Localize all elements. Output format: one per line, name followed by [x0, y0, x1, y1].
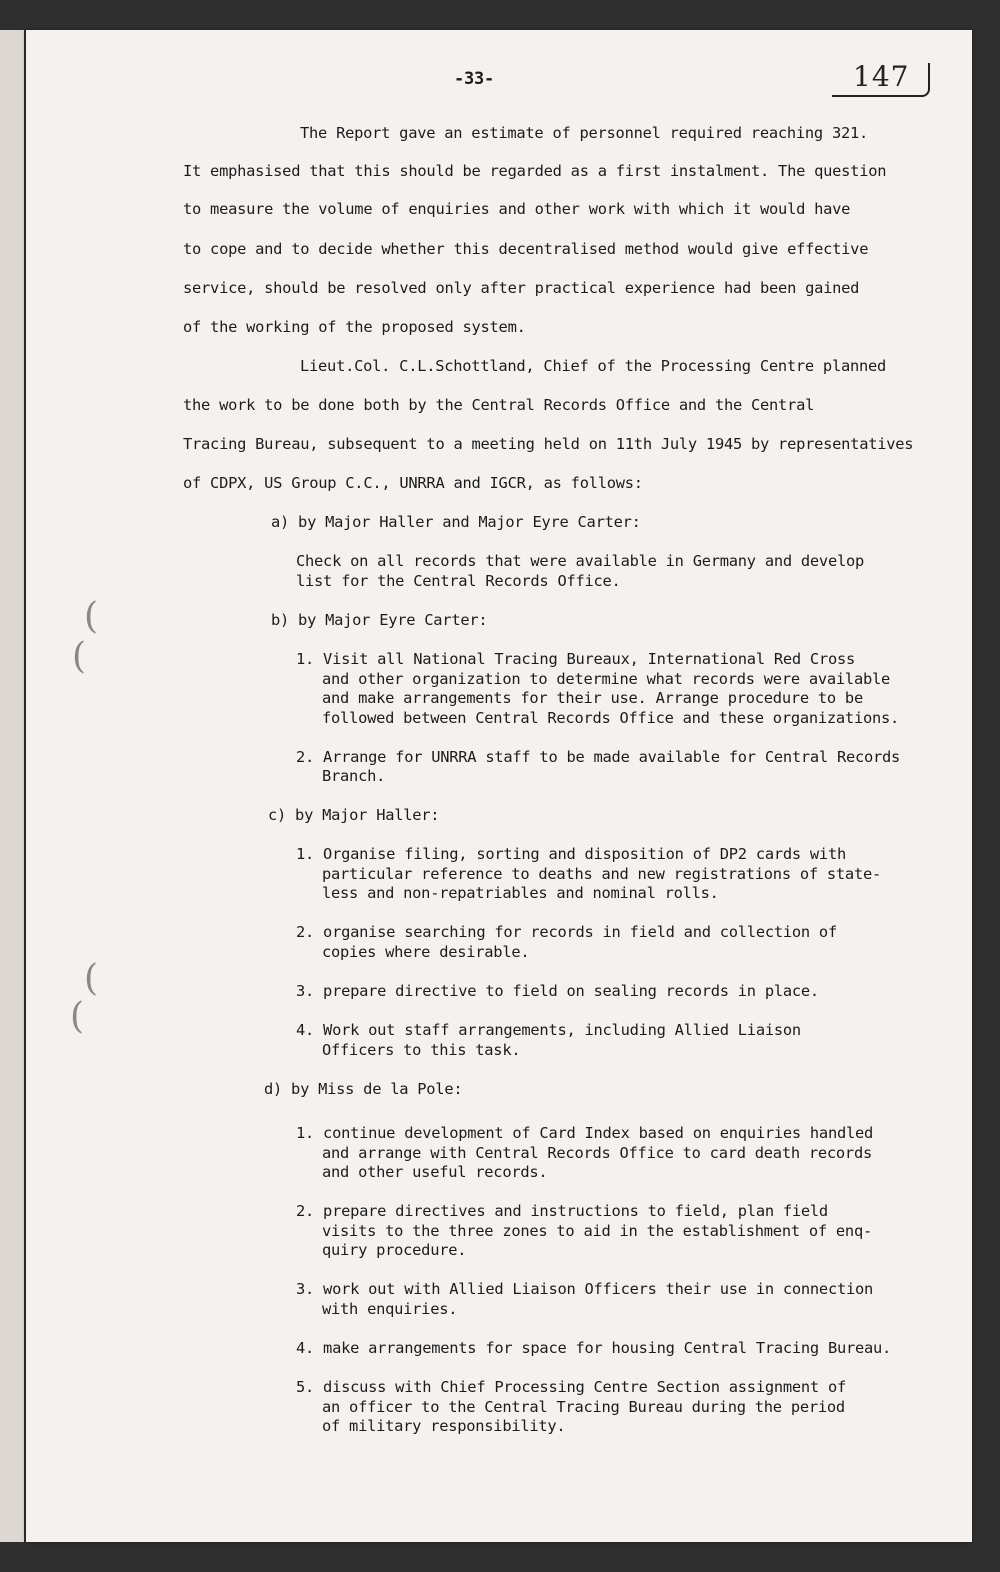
text-line: particular reference to deaths and new registrations of state- — [322, 865, 881, 883]
document-page — [26, 30, 972, 1542]
facing-page-edge — [0, 30, 24, 1542]
punch-hole-mark: ( — [84, 596, 99, 637]
text-line: of military responsibility. — [322, 1417, 566, 1435]
punch-hole-mark: ( — [70, 996, 85, 1037]
text-line: to cope and to decide whether this decentralised method would give effective — [183, 240, 869, 258]
punch-hole-mark: ( — [84, 958, 99, 999]
text-line: 3. prepare directive to field on sealing records in place. — [296, 982, 819, 1000]
text-line: Check on all records that were available in Germany and develop — [296, 552, 865, 570]
text-line: 3. work out with Allied Liaison Officers their use in connection — [296, 1280, 874, 1298]
text-line: Lieut.Col. C.L.Schottland, Chief of the Processing Centre planned — [300, 357, 887, 375]
text-line: less and non-repatriables and nominal rolls. — [322, 884, 719, 902]
text-line: quiry procedure. — [322, 1241, 467, 1259]
text-line: copies where desirable. — [322, 943, 530, 961]
text-line: service, should be resolved only after practical experience had been gained — [183, 279, 860, 297]
archive-stamp-number: 147 — [853, 60, 910, 93]
text-line: followed between Central Records Office and these organizations. — [322, 709, 900, 727]
text-line: with enquiries. — [322, 1300, 458, 1318]
text-line: the work to be done both by the Central Records Office and the Central — [183, 396, 815, 414]
text-line: 1. Visit all National Tracing Bureaux, International Red Cross — [296, 650, 855, 668]
section-heading: a) by Major Haller and Major Eyre Carter: — [271, 513, 641, 531]
section-heading: c) by Major Haller: — [268, 806, 440, 824]
text-line: 2. Arrange for UNRRA staff to be made available for Central Records — [296, 748, 901, 766]
text-line: The Report gave an estimate of personnel required reaching 321. — [300, 124, 869, 142]
text-line: an officer to the Central Tracing Bureau during the period — [322, 1398, 845, 1416]
page-number: -33- — [454, 69, 494, 89]
text-line: list for the Central Records Office. — [296, 572, 621, 590]
section-heading: d) by Miss de la Pole: — [264, 1080, 463, 1098]
text-line: 1. Organise filing, sorting and disposition of DP2 cards with — [296, 845, 846, 863]
text-line: and make arrangements for their use. Arrange procedure to be — [322, 689, 863, 707]
punch-hole-mark: ( — [72, 636, 87, 677]
text-line: 4. make arrangements for space for housing Central Tracing Bureau. — [296, 1339, 892, 1357]
text-line: 2. prepare directives and instructions to field, plan field — [296, 1202, 828, 1220]
text-line: 1. continue development of Card Index based on enquiries handled — [296, 1124, 874, 1142]
text-line: of the working of the proposed system. — [183, 318, 526, 336]
text-line: 5. discuss with Chief Processing Centre Section assignment of — [296, 1378, 846, 1396]
text-line: It emphasised that this should be regarded as a first instalment. The question — [183, 162, 887, 180]
text-line: and other organization to determine what records were available — [322, 670, 891, 688]
text-line: visits to the three zones to aid in the establishment of enq- — [322, 1222, 872, 1240]
text-line: to measure the volume of enquiries and other work with which it would have — [183, 200, 851, 218]
text-line: 2. organise searching for records in field and collection of — [296, 923, 837, 941]
text-line: of CDPX, US Group C.C., UNRRA and IGCR, as follows: — [183, 474, 643, 492]
text-line: and arrange with Central Records Office to card death records — [322, 1144, 872, 1162]
text-line: 4. Work out staff arrangements, including Allied Liaison — [296, 1021, 801, 1039]
text-line: and other useful records. — [322, 1163, 548, 1181]
section-heading: b) by Major Eyre Carter: — [271, 611, 488, 629]
text-line: Branch. — [322, 767, 386, 785]
text-line: Tracing Bureau, subsequent to a meeting held on 11th July 1945 by representatives — [183, 435, 914, 453]
text-line: Officers to this task. — [322, 1041, 521, 1059]
